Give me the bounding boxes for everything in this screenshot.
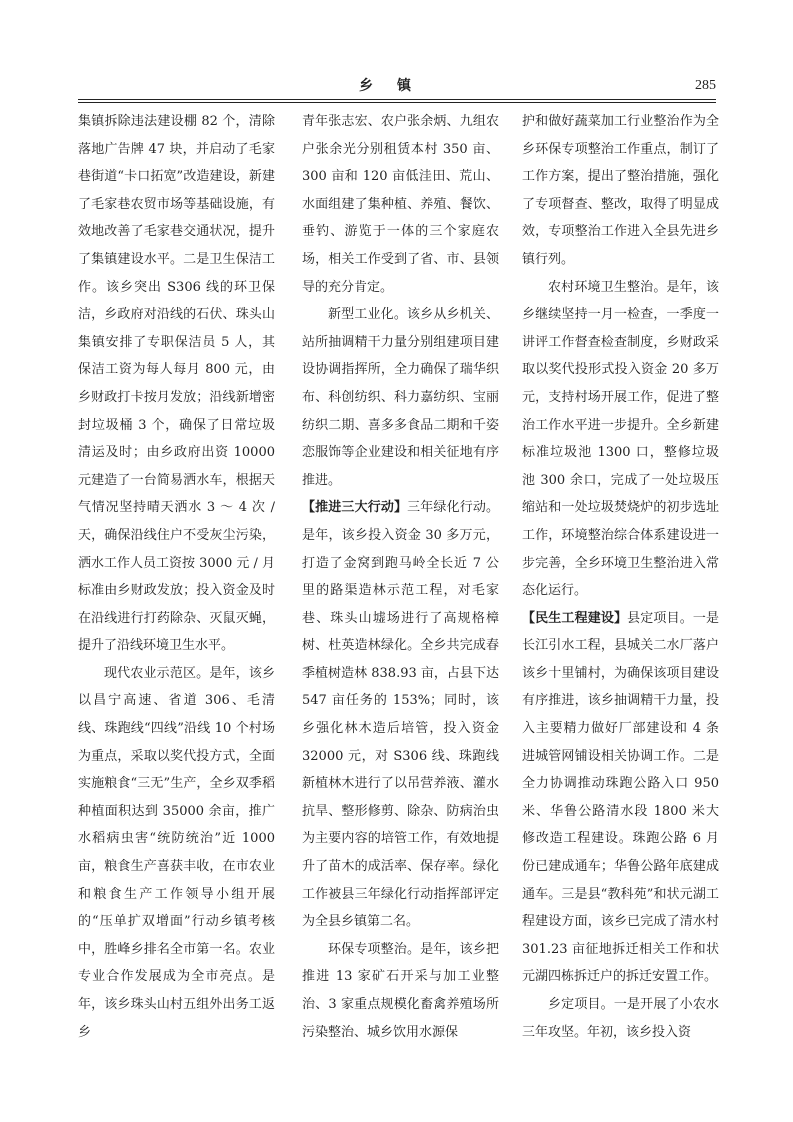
paragraph-text: 县定项目。一是长江引水工程，县城关二水厂落户该乡十里铺村，为确保该项目建设有序推进，该乡抽调精干力量，投入主要精力做好厂部建设和 4 条进城管网铺设相关协调工作。二是全力协调推动珠跑公路入口 950 米、华鲁公路清水段 1800 米大修改造工程建设。珠跑公路 6 月份已建成通车；华鲁公路年底建成通车。三是县“教科苑”和状元湖工程建设方面，该乡已完成了清水村 301.23 亩征地拆迁相关工作和状元湖四栋拆迁户的拆迁安置工作。 bbox=[522, 610, 719, 985]
text-column-3 bbox=[522, 108, 719, 1098]
paragraph: 集镇拆除违法建设棚 82 个，清除落地广告牌 47 块，并启动了毛家巷街道“卡口拓宽”改造建设，新建了毛家巷农贸市场等基础设施，有效地改善了毛家巷交通状况，提升了集镇建设水平。二是卫生保洁工作。该乡突出 S306 线的环卫保洁，乡政府对沿线的石伏、珠头山集镇安排了专职保洁员 5 人，其保洁工资为每人每月 800 元，由乡财政打卡按月发放；沿线新增密封垃圾桶 3 个，确保了日常垃圾清运及时；由乡政府出资 10000 元建造了一台简易洒水车，根据天气情况坚持晴天洒水 3 ～ 4 次 / 天，确保沿线住户不受灰尘污染，洒水工作人员工资按 3000 元 / 月标准由乡财政发放；投入资金及时在沿线进行打药除杂、灭鼠灭蝇，提升了沿线环境卫生水平。 bbox=[78, 114, 275, 654]
paragraph: 环保专项整治。是年，该乡把推进 13 家矿石开采与加工业整治、3 家重点规模化畜禽养殖场所污染整治、城乡饮用水源保 bbox=[302, 941, 499, 1040]
page-number: 285 bbox=[695, 78, 716, 93]
text-column-2 bbox=[302, 108, 499, 1098]
paragraph-text: 三年绿化行动。是年，该乡投入资金 30 多万元，打造了金窝到跑马岭全长近 7 公里的路渠造林示范工程，对毛家巷、珠头山墟场进行了高规格樟树、杜英造林绿化。全乡共完成春季植树造林 838.93 亩，占县下达 547 亩任务的 153%；同时，该乡强化林木造后培管，投入资金 32000 元，对 S306 线、珠跑线新植林木进行了以吊营养液、灌水抗旱、整形修剪、除杂、防病治虫为主要内容的培管工作，有效地提升了苗木的成活率、保存率。绿化工作被县三年绿化行动指挥部评定为全县乡镇第二名。 bbox=[302, 500, 499, 930]
section-heading: 【民生工程建设】 bbox=[522, 610, 628, 626]
running-header bbox=[78, 76, 716, 96]
paragraph: 护和做好蔬菜加工行业整治作为全乡环保专项整治工作重点，制订了工作方案，提出了整治措施，强化了专项督查、整改，取得了明显成效，专项整治工作进入全县先进乡镇行列。 bbox=[522, 114, 719, 267]
text-column-1 bbox=[78, 108, 275, 1098]
paragraph bbox=[522, 605, 719, 991]
paragraph: 青年张志宏、农户张余炳、九组农户张余光分别租赁本村 350 亩、300 亩和 120 亩低洼田、荒山、水面组建了集种植、养殖、餐饮、垂钓、游览于一体的三个家庭农场，相关工作受到了省、市、县领导的充分肯定。 bbox=[302, 114, 499, 295]
section-title: 乡镇 bbox=[359, 78, 435, 94]
header-rule-thin bbox=[78, 102, 716, 103]
paragraph: 农村环境卫生整治。是年，该乡继续坚持一月一检查，一季度一讲评工作督查检查制度，乡财政采取以奖代投形式投入资金 20 多万元，支持村场开展工作，促进了整治工作水平进一步提升。全乡新建标准垃圾池 1300 口，整修垃圾池 300 余口，完成了一处垃圾压缩站和一处垃圾焚烧炉的初步选址工作，环境整治综合体系建设进一步完善，全乡环境卫生整治进入常态化运行。 bbox=[522, 279, 719, 599]
header-rule-thick bbox=[78, 99, 716, 100]
paragraph: 乡定项目。一是开展了小农水三年攻坚。年初，该乡投入资 bbox=[522, 997, 719, 1040]
paragraph: 现代农业示范区。是年，该乡以昌宁高速、省道 306、毛清线、珠跑线“四线”沿线 10 个村场为重点，采取以奖代投方式，全面实施粮食“三无”生产，全乡双季稻种植面积达到 35000 余亩，推广水稻病虫害“统防统治”近 1000 亩，粮食生产喜获丰收，在市农业和粮食生产工作领导小组开展的“压单扩双增面”行动乡镇考核中，胜峰乡排名全市第一名。农业专业合作发展成为全市亮点。是年，该乡珠头山村五组外出务工返乡 bbox=[78, 665, 275, 1040]
section-heading: 【推进三大行动】 bbox=[302, 500, 408, 516]
paragraph: 新型工业化。该乡从乡机关、站所抽调精干力量分别组建项目建设协调指挥所，全力确保了瑞华织布、科创纺织、科力嘉纺织、宝丽纺织二期、喜多多食品二期和千姿恋服饰等企业建设和相关征地有序推进。 bbox=[302, 307, 499, 488]
paragraph bbox=[302, 494, 499, 936]
